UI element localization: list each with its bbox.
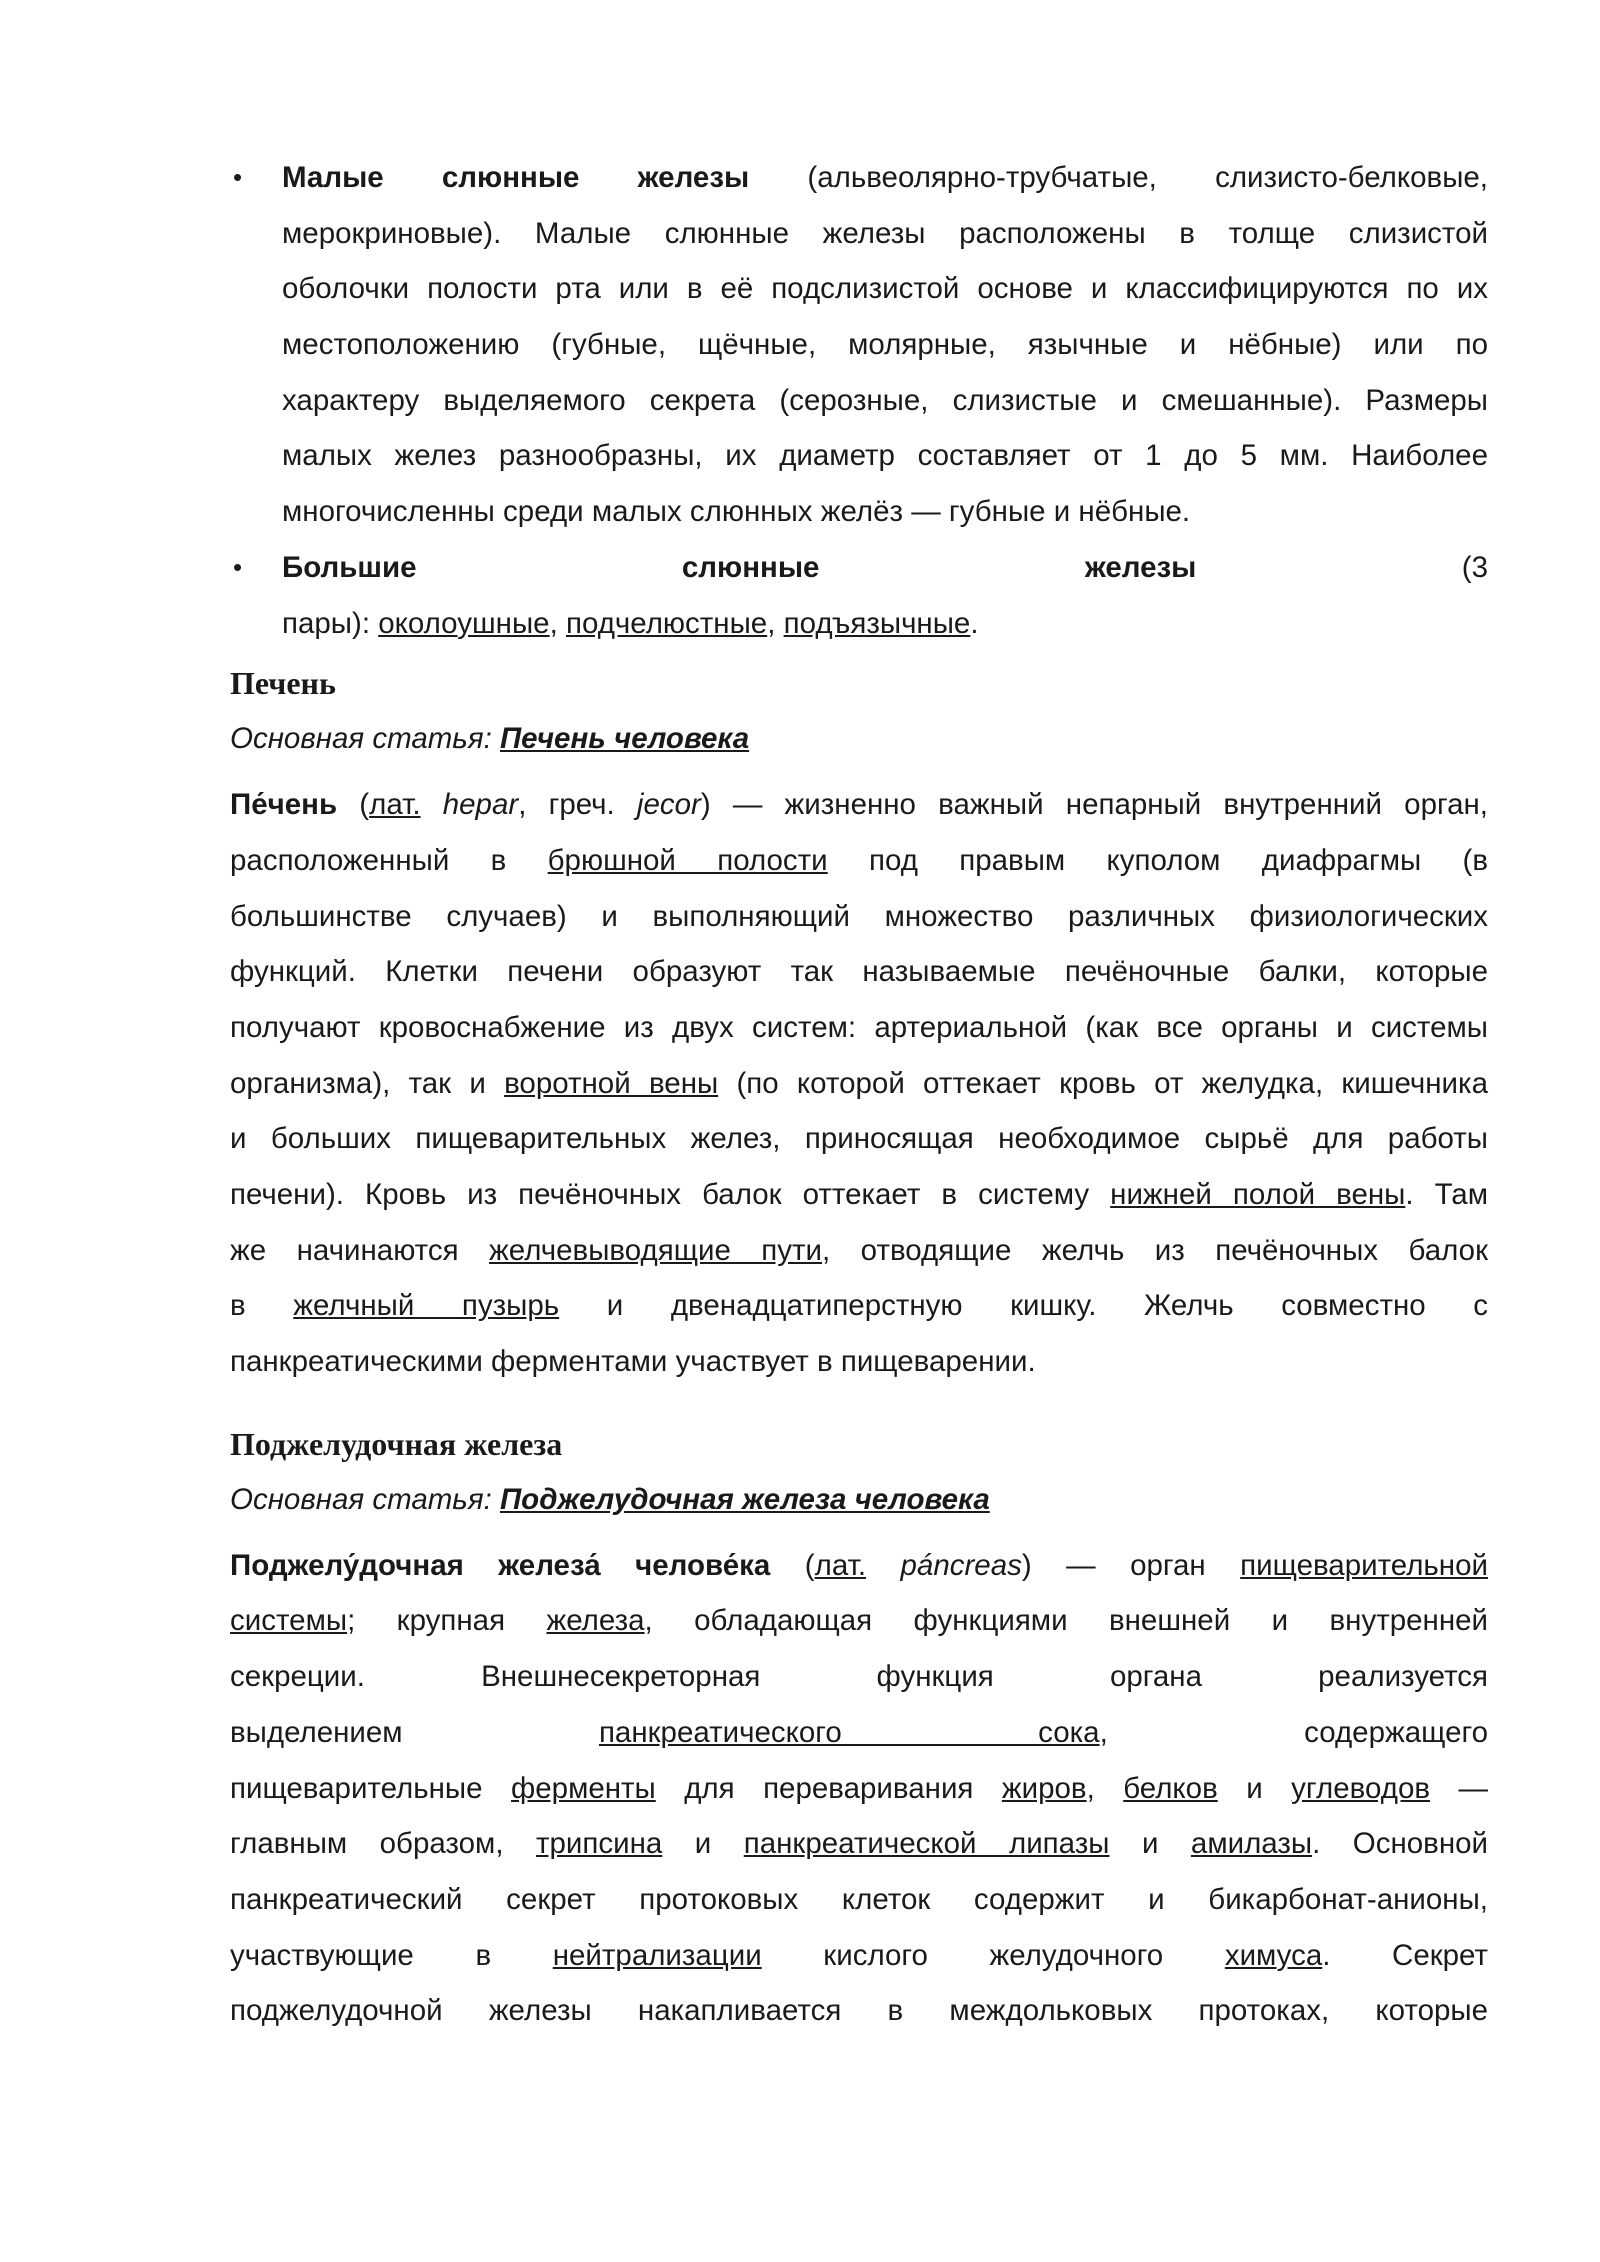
- bullet-small-salivary-glands: [230, 150, 1488, 540]
- main-article-link[interactable]: Поджелудочная железа человека: [499, 1482, 990, 1516]
- main-article-link[interactable]: Печень человека: [499, 722, 750, 756]
- text-line: мерокриновые). Малые слюнные железы расположены в толще слизистой: [282, 216, 1488, 250]
- link-sublingual[interactable]: подъязычные: [783, 606, 971, 640]
- text-line: Большие слюнные железы (3: [282, 550, 1488, 584]
- text-line: пары): околоушные, подчелюстные, подъязычные.: [282, 606, 979, 640]
- text-line: оболочки полости рта или в её подслизистой основе и классифицируются по их: [282, 272, 1488, 306]
- text-line: пищеварительные ферменты для переваривания жиров, белков и углеводов —: [230, 1771, 1488, 1805]
- link-parotid[interactable]: околоушные: [378, 606, 550, 640]
- link-submandibular[interactable]: подчелюстные: [565, 606, 768, 640]
- link-latin[interactable]: лат.: [814, 1548, 867, 1582]
- text-line: же начинаются желчевыводящие пути, отводящие желчь из печёночных балок: [230, 1233, 1488, 1267]
- link-trypsin[interactable]: трипсина: [536, 1827, 663, 1861]
- text-line: организма), так и воротной вены (по которой оттекает кровь от желудка, кишечника: [230, 1066, 1488, 1100]
- link-digestive-system[interactable]: системы: [230, 1604, 348, 1638]
- liver-paragraph: [230, 777, 1488, 1390]
- main-article-ref: Основная статья: Печень человека: [230, 722, 750, 756]
- link-amylase[interactable]: амилазы: [1190, 1827, 1313, 1861]
- text-line: функций. Клетки печени образуют так называемые печёночные балки, которые: [230, 955, 1488, 989]
- text-line: секреции. Внешнесекреторная функция органа реализуется: [230, 1660, 1488, 1694]
- text-line: получают кровоснабжение из двух систем: артериальной (как все органы и системы: [230, 1010, 1488, 1044]
- text-line: поджелудочной железы накапливается в междольковых протоках, которые: [230, 1994, 1488, 2028]
- link-proteins[interactable]: белков: [1123, 1771, 1218, 1805]
- link-abdominal-cavity[interactable]: брюшной полости: [547, 843, 828, 877]
- text-line: панкреатический секрет протоковых клеток содержит и бикарбонат-анионы,: [230, 1882, 1488, 1916]
- text-line: Пе́чень (лат. hepar, греч. jecor) — жизненно важный непарный внутренний орган,: [230, 788, 1488, 822]
- text-line: Малые слюнные железы (альвеолярно-трубчатые, слизисто-белковые,: [282, 161, 1488, 194]
- link-bile-ducts[interactable]: желчевыводящие пути: [489, 1233, 823, 1267]
- text-line: большинстве случаев) и выполняющий множество различных физиологических: [230, 899, 1488, 933]
- text-line: панкреатическими ферментами участвует в пищеварении.: [230, 1345, 1036, 1379]
- link-fats[interactable]: жиров: [1001, 1771, 1087, 1805]
- link-gallbladder[interactable]: желчный пузырь: [293, 1289, 560, 1323]
- text-line: многочисленны среди малых слюнных желёз — губные и нёбные.: [282, 495, 1191, 529]
- link-chyme[interactable]: химуса: [1224, 1938, 1323, 1972]
- text-line: выделением панкреатического сока, содержащего: [230, 1715, 1488, 1749]
- pancreas-paragraph: [230, 1538, 1488, 2039]
- text-line: расположенный в брюшной полости под правым куполом диафрагмы (в: [230, 843, 1489, 877]
- text-line: и больших пищеварительных желез, приносящая необходимое сырьё для работы: [230, 1122, 1488, 1156]
- bullet-large-salivary-glands: [230, 540, 1488, 651]
- text-line: Поджелу́дочная железа́ челове́ка (лат. páncreas) — орган пищеварительной: [230, 1548, 1488, 1582]
- link-portal-vein[interactable]: воротной вены: [504, 1066, 719, 1100]
- text-line: местоположению (губные, щёчные, молярные, язычные и нёбные) или по: [282, 328, 1488, 362]
- link-neutralization[interactable]: нейтрализации: [552, 1938, 762, 1972]
- link-latin[interactable]: лат.: [369, 788, 421, 822]
- text-line: малых желез разнообразны, их диаметр составляет от 1 до 5 мм. Наиболее: [282, 439, 1488, 473]
- link-carbohydrates[interactable]: углеводов: [1291, 1771, 1431, 1805]
- link-inferior-vena-cava[interactable]: нижней полой вены: [1110, 1178, 1406, 1211]
- text-line: главным образом, трипсина и панкреатической липазы и амилазы. Основной: [230, 1827, 1489, 1861]
- heading-liver: Печень: [230, 665, 336, 702]
- text-line: печени). Кровь из печёночных балок оттекает в систему нижней полой вены. Там: [230, 1178, 1488, 1211]
- text-line: участвующие в нейтрализации кислого желудочного химуса. Секрет: [230, 1938, 1488, 1972]
- term-bold: Малые слюнные железы: [282, 161, 750, 194]
- link-enzymes[interactable]: ферменты: [510, 1771, 656, 1805]
- link-pancreatic-lipase[interactable]: панкреатической липазы: [743, 1827, 1110, 1861]
- link-gland[interactable]: железа: [546, 1604, 645, 1638]
- text-line: в желчный пузырь и двенадцатиперстную кишку. Желчь совместно с: [230, 1289, 1488, 1323]
- text-line: характеру выделяемого секрета (серозные, слизистые и смешанные). Размеры: [282, 383, 1488, 417]
- bullet-icon: •: [233, 162, 243, 192]
- link-pancreatic-juice[interactable]: панкреатического сока: [598, 1715, 1100, 1749]
- main-article-ref: Основная статья: Поджелудочная железа человека: [230, 1482, 990, 1516]
- bullet-icon: •: [233, 551, 243, 582]
- heading-pancreas: Поджелудочная железа: [230, 1425, 563, 1462]
- text-line: системы; крупная железа, обладающая функциями внешней и внутренней: [230, 1604, 1488, 1638]
- link-digestive-system[interactable]: пищеварительной: [1240, 1548, 1488, 1582]
